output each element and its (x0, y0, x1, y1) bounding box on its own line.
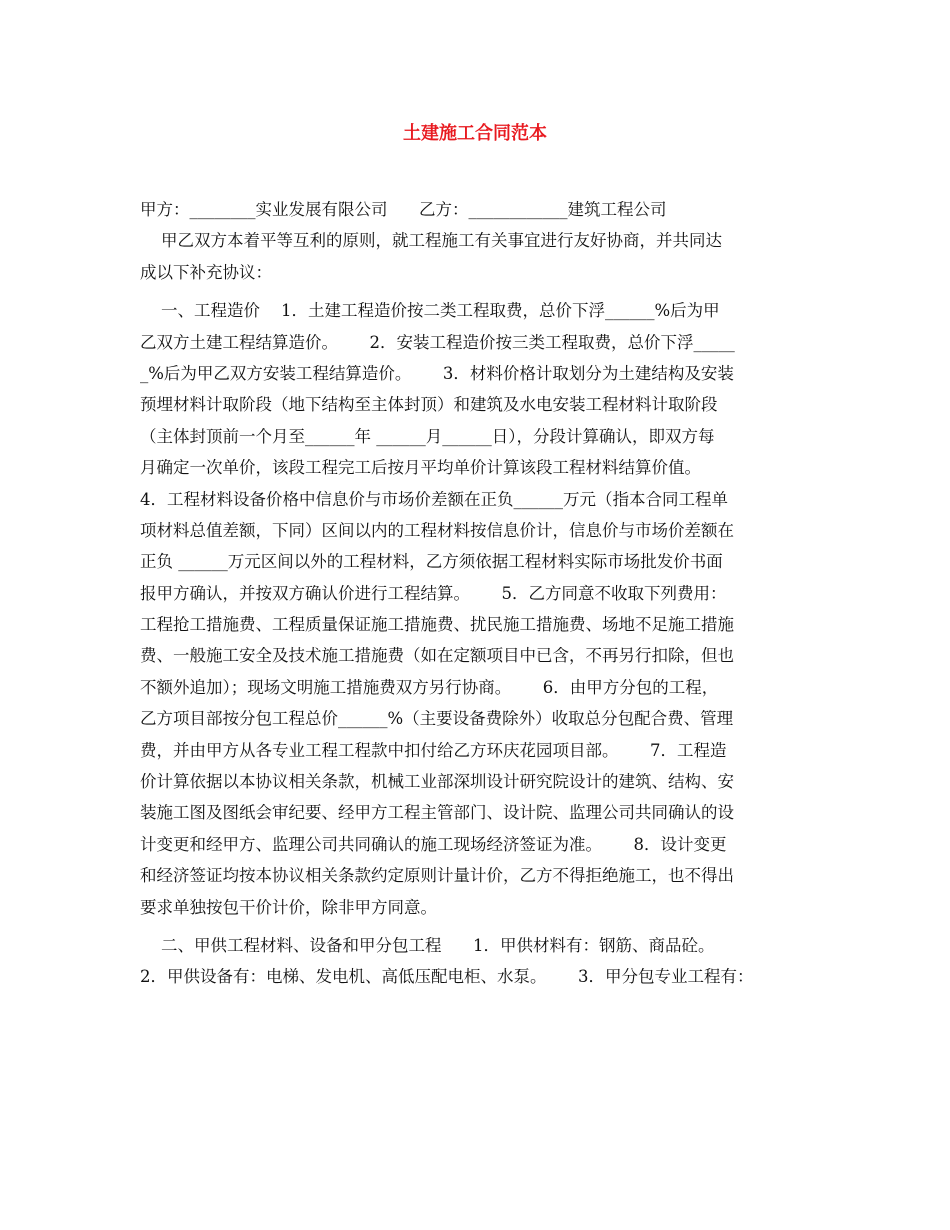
text-line: 二、甲供工程材料、设备和甲分包工程 1．甲供材料有：钢筋、商品砼。 (140, 935, 715, 955)
text-line: 乙双方土建工程结算造价。 2．安装工程造价按三类工程取费，总价下浮_____ (140, 332, 735, 352)
text-line: 计变更和经甲方、监理公司共同确认的施工现场经济签证为准。 8．设计变更 (140, 834, 727, 854)
document-body (140, 194, 816, 993)
text-line: _%后为甲乙双方安装工程结算造价。 3．材料价格计取划分为土建结构及安装 (140, 363, 734, 383)
paragraph-section-one (140, 295, 816, 923)
text-line: 乙方项目部按分包工程总价______%（主要设备费除外）收取总分包配合费、管理 (140, 709, 734, 729)
text-line: 项材料总值差额，下同）区间以内的工程材料按信息价计，信息价与市场价差额在 (140, 520, 734, 540)
text-line: 4．工程材料设备价格中信息价与市场价差额在正负______万元（指本合同工程单 (140, 489, 728, 509)
text-line: 费、一般施工安全及技术施工措施费（如在定额项目中已含，不再另行扣除，但也 (140, 646, 734, 666)
text-line: 甲乙双方本着平等互利的原则，就工程施工有关事宜进行友好协商，并共同达 (140, 231, 722, 251)
text-line: 正负 ______万元区间以外的工程材料，乙方须依据工程材料实际市场批发价书面 (140, 552, 723, 572)
text-line: 月确定一次单价，该段工程完工后按月平均单价计算该段工程材料结算价值。 (140, 458, 701, 478)
paragraph-spacer (140, 923, 816, 930)
text-line: 价计算依据以本协议相关条款，机械工业部深圳设计研究院设计的建筑、结构、安 (140, 772, 734, 792)
text-line: 装施工图及图纸会审纪要、经甲方工程主管部门、设计院、监理公司共同确认的设 (140, 803, 734, 823)
text-line: 费，并由甲方从各专业工程工程款中扣付给乙方环庆花园项目部。 7．工程造 (140, 740, 727, 760)
paragraph-preamble (140, 225, 816, 288)
text-line: 预埋材料计取阶段（地下结构至主体封顶）和建筑及水电安装工程材料计取阶段 (140, 395, 718, 415)
text-line: 2．甲供设备有：电梯、发电机、高低压配电柜、水泵。 3．甲分包专业工程有： (140, 967, 754, 987)
text-line: 工程抢工措施费、工程质量保证施工措施费、扰民施工措施费、场地不足施工措施 (140, 615, 734, 635)
text-line: 一、工程造价 1．土建工程造价按二类工程取费，总价下浮______%后为甲 (140, 301, 720, 321)
text-line: 要求单独按包干价计价，除非甲方同意。 (140, 897, 437, 917)
document-title: 土建施工合同范本 (403, 123, 547, 144)
paragraph-section-two (140, 930, 816, 993)
paragraph-spacer (140, 288, 816, 295)
text-line: 成以下补充协议： (140, 262, 272, 282)
text-line: （主体封顶前一个月至______年 ______月______日），分段计算确认，即双方每 (140, 426, 715, 446)
text-line: 报甲方确认，并按双方确认价进行工程结算。 5．乙方同意不收取下列费用： (140, 583, 727, 603)
parties-line: 甲方：________实业发展有限公司 乙方：____________建筑工程公司 (140, 200, 667, 219)
text-line: 和经济签证均按本协议相关条款约定原则计量计价，乙方不得拒绝施工，也不得出 (140, 866, 734, 886)
text-line: 不额外追加）；现场文明施工措施费双方另行协商。 6．由甲方分包的工程， (140, 677, 719, 697)
